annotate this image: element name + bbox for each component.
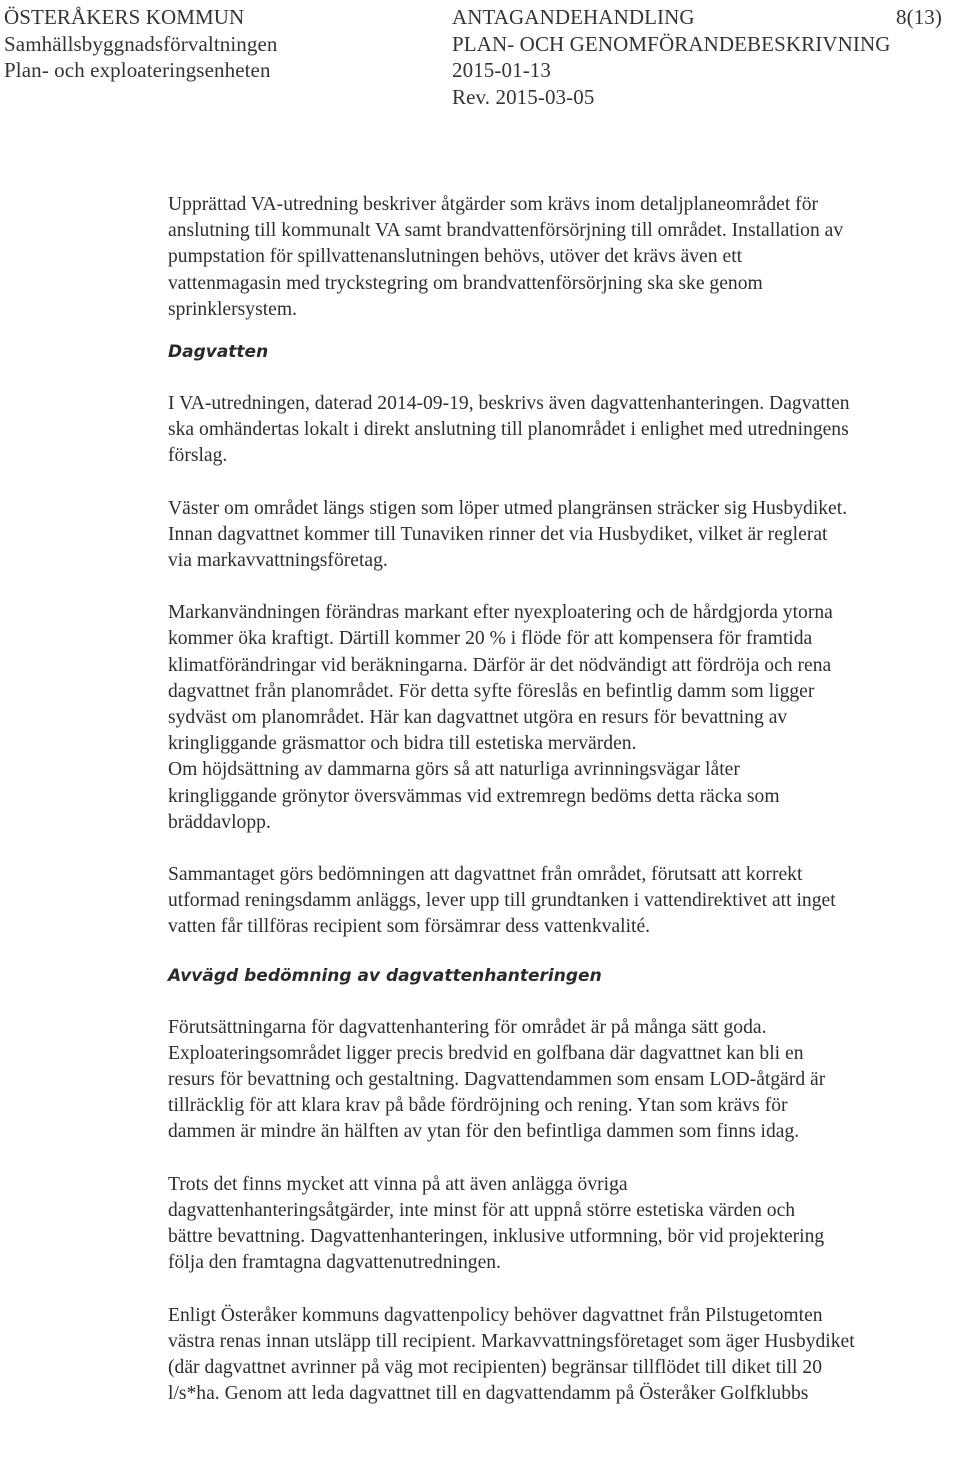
text-line: dagvattenhanteringsåtgärder, inte minst för att uppnå större estetiska värden och: [168, 1199, 796, 1221]
text-line: följa den framtagna dagvattenutredningen.: [168, 1252, 501, 1274]
text-line: anslutning till kommunalt VA samt brandvattenförsörjning till området. Installation av: [168, 220, 844, 242]
text-line: utformad reningsdamm anläggs, lever upp till grundtanken i vattendirektivet att inget: [168, 890, 836, 912]
text-line: bräddavlopp.: [168, 811, 271, 833]
text-line: Exploateringsområdet ligger precis bredvid en golfbana där dagvattnet kan bli en: [168, 1042, 804, 1064]
text-line: förslag.: [168, 445, 228, 467]
text-line: bättre bevattning. Dagvattenhanteringen, inklusive utformning, bör vid projektering: [168, 1226, 825, 1248]
document-date: 2015-01-13: [452, 58, 551, 82]
text-line: kringliggande gräsmattor och bidra till estetiska mervärden.: [168, 733, 637, 755]
page-number: 8(13): [896, 5, 942, 29]
text-line: Upprättad VA-utredning beskriver åtgärder som krävs inom detaljplaneområdet för: [168, 194, 819, 215]
paragraph-trots-det: [168, 1172, 954, 1277]
text-line: Innan dagvattnet kommer till Tunaviken rinner det via Husbydiket, vilket är reglerat: [168, 523, 828, 545]
municipality-name: ÖSTERÅKERS KOMMUN: [4, 5, 245, 29]
section-heading-dagvatten: Dagvatten: [168, 342, 269, 363]
text-line: Förutsättningarna för dagvattenhantering för området är på många sätt goda.: [168, 1016, 767, 1038]
unit-name: Plan- och exploateringsenheten: [4, 58, 271, 82]
text-line: kommer öka kraftigt. Därtill kommer 20 % i flöde för att kompensera för framtida: [168, 628, 813, 650]
paragraph-va-utredning: [168, 192, 954, 323]
text-line: klimatförändringar vid beräkningarna. Därför är det nödvändigt att fördröja och rena: [168, 654, 832, 676]
text-line: Väster om området längs stigen som löper utmed plangränsen sträcker sig Husbydiket.: [168, 497, 848, 519]
header-document-info: [452, 4, 942, 110]
text-line: vatten får tillföras recipient som försämrar dess vattenkvalité.: [168, 916, 651, 938]
text-line: Sammantaget görs bedömningen att dagvattnet från området, förutsatt att korrekt: [168, 864, 803, 886]
text-line: kringliggande grönytor översvämmas vid extremregn bedöms detta räcka som: [168, 785, 780, 807]
text-line: resurs för bevattning och gestaltning. Dagvattendammen som ensam LOD-åtgärd är: [168, 1069, 826, 1091]
header-row: [452, 4, 942, 31]
paragraph-forutsattningar: [168, 1015, 954, 1146]
text-line: dammen är mindre än hälften av ytan för den befintliga dammen som finns idag.: [168, 1121, 800, 1143]
text-line: sydväst om planområdet. Här kan dagvattnet utgöra en resurs för bevattning av: [168, 707, 788, 729]
text-line: via markavvattningsföretag.: [168, 550, 388, 572]
department-name: Samhällsbyggnadsförvaltningen: [4, 31, 278, 56]
text-line: Om höjdsättning av dammarna görs så att naturliga avrinningsvägar låter: [168, 759, 740, 781]
text-line: (där dagvattnet avrinner på väg mot recipienten) begränsar tillflödet till diket till 20: [168, 1356, 822, 1378]
text-line: pumpstation för spillvattenanslutningen behövs, utöver det krävs även ett: [168, 246, 743, 268]
text-line: dagvattnet från planområdet. För detta syfte föreslås en befintlig damm som ligger: [168, 680, 815, 702]
text-line: sprinklersystem.: [168, 298, 297, 320]
paragraph-dagvatten-intro: [168, 391, 954, 470]
text-line: vattenmagasin med tryckstegring om brandvattenförsörjning ska ske genom: [168, 272, 763, 294]
document-type: ANTAGANDEHANDLING: [452, 5, 695, 29]
header-organization: [4, 4, 278, 84]
text-line: Enligt Österåker kommuns dagvattenpolicy behöver dagvattnet från Pilstugetomten: [168, 1304, 823, 1326]
paragraph-dagvattenpolicy: [168, 1303, 954, 1408]
paragraph-sammantaget: [168, 862, 954, 941]
text-line: I VA-utredningen, daterad 2014-09-19, beskrivs även dagvattenhanteringen. Dagvatten: [168, 393, 850, 415]
document-body: [168, 192, 954, 1407]
section-heading-avvagd-bedomning: Avvägd bedömning av dagvattenhanteringen: [168, 965, 602, 986]
text-line: tillräcklig för att klara krav på både fördröjning och rening. Ytan som krävs för: [168, 1095, 788, 1117]
document-title: PLAN- OCH GENOMFÖRANDEBESKRIVNING: [452, 31, 891, 56]
revision-date: Rev. 2015-03-05: [452, 84, 595, 109]
text-line: l/s*ha. Genom att leda dagvattnet till en dagvattendamm på Österåker Golfklubbs: [168, 1383, 809, 1405]
paragraph-markanvandning: [168, 600, 954, 836]
paragraph-husbydiket: [168, 496, 954, 575]
text-line: västra renas innan utsläpp till recipient. Markavvattningsföretaget som äger Husbydiket: [168, 1330, 855, 1352]
text-line: ska omhändertas lokalt i direkt anslutning till planområdet i enlighet med utredningens: [168, 419, 849, 441]
text-line: Markanvändningen förändras markant efter nyexploatering och de hårdgjorda ytorna: [168, 602, 833, 624]
text-line: Trots det finns mycket att vinna på att även anlägga övriga: [168, 1173, 628, 1195]
